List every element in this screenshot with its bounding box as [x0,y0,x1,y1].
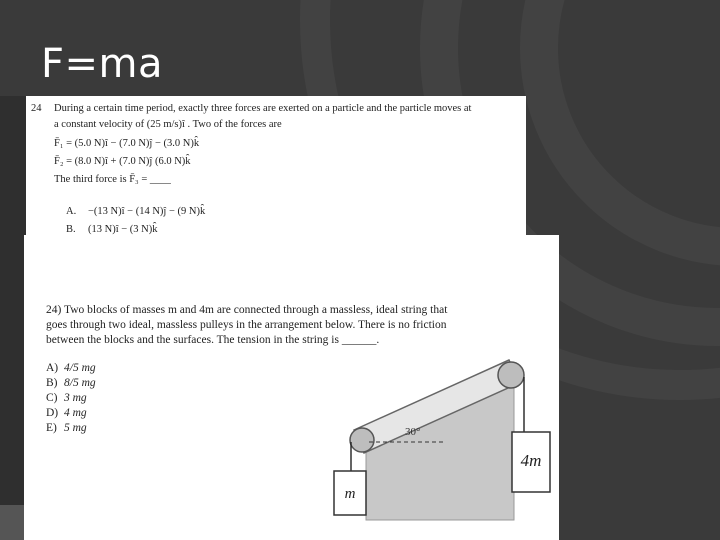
answer-text: 4 mg [64,407,87,419]
answer-label: A) [46,362,59,374]
question-number: 24 [31,103,42,114]
question-text-line: a constant velocity of (25 m/s)î . Two of the forces are [54,119,282,130]
question-text-line: between the blocks and the surfaces. The tension in the string is ______. [46,334,380,346]
choice-text: −(13 N)î − (14 N)ĵ − (9 N)k̂ [88,206,206,217]
block-m-label: m [344,486,356,502]
answer-text: 8/5 mg [64,377,96,389]
question-24-pulley-panel [24,235,559,540]
answer-label: B) [46,377,58,389]
answer-label: C) [46,392,58,404]
force-1-equation: F̄₁ = (5.0 N)î − (7.0 N)ĵ − (3.0 N)k̂ [54,138,200,149]
answer-text: 3 mg [64,392,87,404]
choice-b [66,224,158,235]
question-text-line: goes through two ideal, massless pulleys in the arrangement below. There is no friction [46,319,447,331]
answer-label: E) [46,422,57,434]
angle-label: 30° [405,426,421,438]
slide-title: F=ma [41,41,163,87]
choice-a [66,206,205,217]
choice-label: A. [66,206,77,217]
left-pulley [350,428,374,452]
right-pulley [498,362,524,388]
answer-text: 5 mg [64,422,87,434]
background-strip [0,96,26,540]
choice-text: (13 N)î − (3 N)k̂ [88,224,158,235]
force-2-equation: F̄₂ = (8.0 N)î + (7.0 N)ĵ (6.0 N)k̂ [54,156,191,167]
answer-label: D) [46,407,59,419]
question-text-line: 24) Two blocks of masses m and 4m are connected through a massless, ideal string that [46,304,448,316]
third-force-prompt: The third force is F̄₃ = ____ [54,174,171,185]
background-strip [0,505,24,540]
block-4m-label: 4m [520,451,542,470]
question-text-line: During a certain time period, exactly three forces are exerted on a particle and the particle moves at [54,103,472,114]
pulley-incline-diagram [24,235,559,540]
answer-text: 4/5 mg [64,362,96,374]
choice-label: B. [66,224,76,235]
